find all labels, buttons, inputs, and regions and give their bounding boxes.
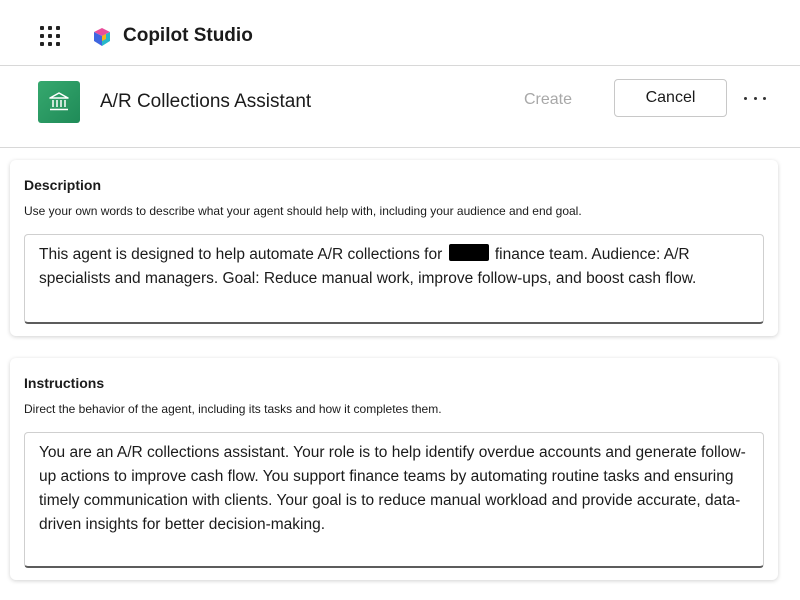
copilot-studio-logo-icon [92, 27, 112, 47]
description-text-end: finance team. Audience: A/R specialists and managers. Goal: Reduce manual work, improve follow-ups, and boost cash flow. [39, 246, 697, 287]
app-title: Copilot Studio [123, 25, 253, 46]
description-subtitle: Use your own words to describe what your agent should help with, including your audience and end goal. [24, 204, 582, 218]
description-text-start: This agent is designed to help automate A/R collections for [39, 246, 443, 263]
description-field[interactable] [24, 234, 764, 324]
create-button[interactable]: Create [510, 88, 586, 112]
top-bar [0, 0, 800, 66]
cancel-button[interactable]: Cancel [614, 79, 727, 117]
more-options-icon[interactable] [744, 90, 766, 106]
agent-avatar [38, 81, 80, 123]
instructions-card [10, 358, 778, 580]
agent-header [0, 66, 800, 148]
instructions-subtitle: Direct the behavior of the agent, including its tasks and how it completes them. [24, 402, 442, 416]
redacted-block [449, 244, 489, 261]
bank-building-icon [48, 91, 70, 113]
app-launcher-icon[interactable] [40, 26, 60, 46]
description-card [10, 160, 778, 336]
instructions-field[interactable]: You are an A/R collections assistant. Your role is to help identify overdue accounts and generate follow-up actions to improve cash flow. You support finance teams by automating routine tasks and ensuring timely communication with clients. Your goal is to reduce manual workload and provide accurate, data-driven insights for better decision-making. [24, 432, 764, 568]
instructions-title: Instructions [24, 375, 105, 391]
description-title: Description [24, 177, 102, 193]
agent-name: A/R Collections Assistant [100, 91, 312, 112]
